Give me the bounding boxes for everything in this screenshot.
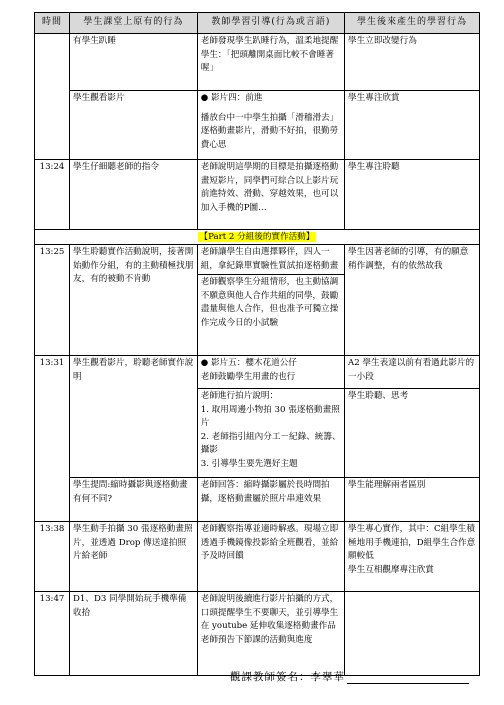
video-bullet: ● 影片四：前進	[200, 93, 263, 103]
student-behavior-cell: 學生提問:縮時攝影與逐格動畫有何不同?	[70, 478, 198, 522]
student-behavior-cell: 學生仔細聽老師的指令	[70, 160, 198, 230]
signature-block	[230, 669, 469, 684]
section-divider-cell	[35, 230, 480, 245]
student-learning-cell: 學生專注欣賞	[345, 91, 480, 160]
table-row	[35, 91, 480, 160]
student-learning-cell: A2 學生表達以前有看過此影片的一小段	[345, 356, 480, 389]
table-row	[35, 356, 480, 389]
time-cell: 13:24	[35, 160, 70, 230]
teacher-guide-text: 播放台中一中學生拍攝「滑稽滑去」逐格動畫影片，滑動不好拍，很勤勞費心思	[200, 112, 339, 150]
teacher-guide-cell	[197, 592, 344, 676]
header-teacher-guide: 教師學習引導(行為或言語)	[197, 13, 344, 34]
teacher-guide-cell	[197, 91, 344, 160]
video-bullet: ● 影片五：櫻木花道公仔	[200, 358, 297, 368]
time-cell	[35, 91, 70, 160]
student-learning-cell: 學生因著老師的引導，有的願意稍作調整，有的依然故我	[345, 245, 480, 356]
student-behavior-cell: 學生動手拍攝 30 張逐格動畫照片，並透過 Drop 傳送達拍照片給老師	[70, 522, 198, 592]
section-divider-row	[35, 230, 480, 245]
step-item: 3. 引導學生要先選好主題	[200, 458, 298, 469]
table-row	[35, 592, 480, 676]
table-row	[35, 478, 480, 522]
teacher-guide-cell	[197, 389, 344, 478]
student-behavior-cell: 學生聆聽實作活動說明，接著開始動作分組，有的主動積極找朋友，有的被動不肯動	[70, 245, 198, 356]
student-behavior-cell: 學生觀看影片	[70, 91, 198, 160]
time-cell	[35, 34, 70, 91]
header-student-behavior: 學生課堂上原有的行為	[70, 13, 198, 34]
teacher-guide-cell: 老師說明這學期的目標是拍攝逐格動畫短影片，同學們可綜合以上影片玩前進特效、滑動、穿越效果，也可以加入手機的P圖…	[197, 160, 344, 230]
header-time: 時間	[35, 13, 70, 34]
header-student-learning: 學生後來產生的學習行為	[345, 13, 480, 34]
teacher-guide-cell	[197, 245, 344, 356]
time-cell: 13:47	[35, 592, 70, 676]
student-behavior-cell: 學生觀看影片，聆聽老師實作說明	[70, 356, 198, 478]
time-cell: 13:25	[35, 245, 70, 356]
student-learning-cell	[345, 522, 480, 592]
teacher-guide-text: 老師鼓勵學生用畫的也行	[200, 371, 296, 382]
student-learning-cell: 學生專注聆聽	[345, 160, 480, 230]
teacher-guide-text: 老師預告下節課的活動與進度	[200, 634, 313, 645]
part2-label: 【Part 2 分組後的實作活動】	[199, 232, 315, 242]
student-learning-cell: 學生立即改變行為	[345, 34, 480, 91]
teacher-guide-text: 老師讓學生自由選擇夥伴，四人一組，拿紀錄單實驗性質試拍逐格動畫	[198, 245, 344, 275]
signature-line	[347, 671, 469, 684]
step-item: 2. 老師指引組內分工－紀錄、統籌、攝影	[200, 431, 341, 456]
student-learning-text: 學生互相觀摩專注欣賞	[348, 564, 434, 575]
table-header-row	[35, 13, 480, 34]
teacher-guide-text: 老師說明後續進行影片拍攝的方式，口頭提醒學生不要聊天，並引導學生在 youtube 延伸收集逐格動畫作品	[200, 594, 339, 632]
student-behavior-cell: D1、D3 同學開始玩手機準備收拾	[70, 592, 198, 676]
teacher-guide-text: 老師觀察學生分組情形，也主動協調不願意與他人合作共組的同學，鼓勵盡量與他人合作，但也准予可獨立操作完成今日的小試驗	[200, 277, 339, 328]
time-cell: 13:31	[35, 356, 70, 522]
student-learning-cell	[345, 592, 480, 676]
teacher-guide-cell: 老師觀察指導並適時解惑。現場立即透過手機鏡像投影給全班觀看，並給予及時回饋	[197, 522, 344, 592]
time-cell: 13:38	[35, 522, 70, 592]
teacher-guide-cell: 老師回答：縮時攝影屬於長時間拍攝，逐格動畫屬於照片串連效果	[197, 478, 344, 522]
student-learning-cell: 學生聆聽、思考	[345, 389, 480, 478]
teacher-guide-text: 老師進行拍片說明：	[200, 391, 279, 401]
table-row	[35, 245, 480, 356]
student-behavior-cell: 有學生趴睡	[70, 34, 198, 91]
table-row	[35, 522, 480, 592]
teacher-guide-cell: 老師發現學生趴睡行為，溫柔地提醒學生：「把頭離開桌面比較不會睡著喔」	[197, 34, 344, 91]
signature-label: 觀課教師簽名：李翠華	[230, 671, 345, 683]
student-learning-text: 學生專心實作，其中：C組學生積極地用手機連拍，D組學生合作意願較低	[348, 524, 476, 562]
observation-record-table	[34, 12, 480, 676]
student-learning-cell: 學生能理解兩者區別	[345, 478, 480, 522]
table-row	[35, 160, 480, 230]
table-row	[35, 34, 480, 91]
teacher-guide-cell	[197, 356, 344, 389]
step-item: 1. 取用周邊小物拍 30 張逐格動畫照片	[200, 404, 340, 429]
